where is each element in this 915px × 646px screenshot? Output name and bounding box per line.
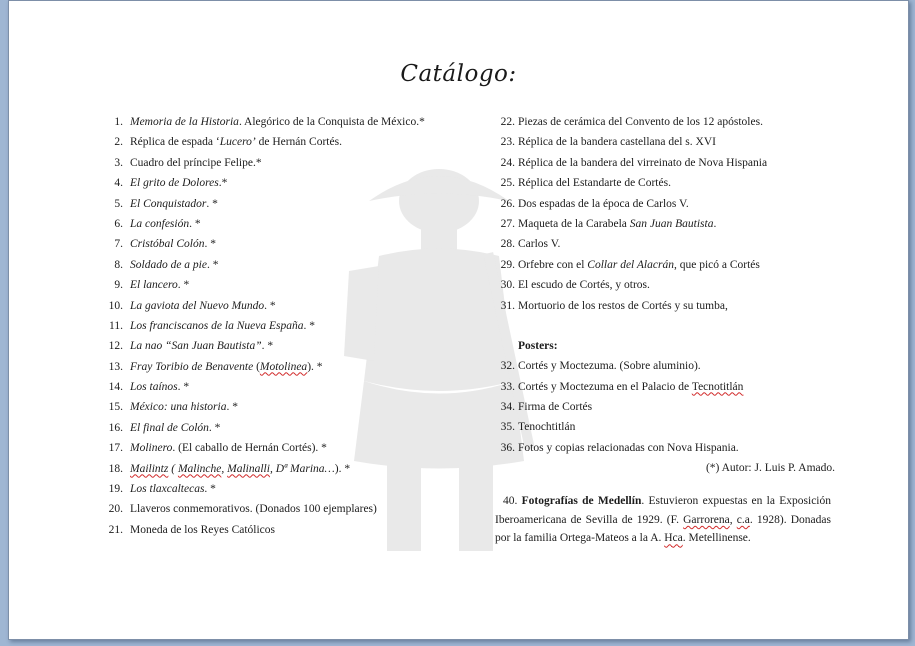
catalog-item [495, 277, 835, 297]
item-number: 34. [500, 401, 515, 414]
item-number: 4. [114, 177, 123, 190]
catalog-item [99, 134, 479, 154]
text-segment: . * [206, 197, 218, 210]
catalog-item [99, 277, 479, 297]
item-text [123, 399, 238, 419]
text-segment: ). * [307, 360, 323, 373]
item-text [515, 155, 767, 175]
text-segment: ). * [334, 462, 351, 475]
catalog-item [99, 196, 479, 216]
text-segment: Fotografías de Medellín [521, 495, 642, 508]
text-segment: de Hernán Cortés. [255, 136, 342, 149]
item-number: 18. [108, 462, 123, 475]
item-text [123, 277, 189, 297]
item-text [515, 175, 671, 195]
text-segment: Firma de Cortés [518, 401, 593, 414]
catalog-item [495, 358, 835, 378]
catalog-item [99, 461, 479, 481]
text-segment: Hca [664, 532, 683, 545]
text-segment: Malinche [177, 462, 222, 475]
item-text [515, 358, 701, 378]
text-segment: . * [204, 483, 216, 496]
item-text [515, 257, 760, 277]
text-segment: Los franciscanos de la Nueva España [130, 319, 304, 332]
text-segment: . Alegórico de la Conquista de México.* [238, 116, 425, 128]
item-text [123, 522, 275, 542]
document-page [8, 0, 909, 640]
poster-list [495, 358, 835, 460]
item-text [515, 114, 763, 134]
text-segment: Los tlaxcaltecas [130, 483, 205, 496]
text-segment: . * [189, 217, 201, 230]
text-segment: . Metellinense. [682, 532, 751, 545]
item-text [515, 196, 689, 216]
item-number: 6. [114, 217, 123, 230]
text-segment: Mailintz [130, 462, 169, 475]
text-segment: , [221, 462, 228, 475]
text-segment: . * [264, 299, 276, 312]
item-number: 19. [108, 483, 123, 496]
text-segment: Dos espadas de la época de Carlos V. [518, 197, 689, 210]
text-segment: Carlos V. [518, 238, 561, 251]
catalog-item [99, 359, 479, 379]
text-segment: México: una historia [130, 401, 227, 414]
catalog-list-right [495, 114, 835, 548]
catalog-item [99, 522, 479, 542]
catalog-item [495, 257, 835, 277]
item-number: 33. [500, 380, 515, 393]
item-text [123, 175, 227, 195]
item-number: 22. [500, 116, 515, 128]
catalog-item [495, 440, 835, 460]
item-text [515, 134, 716, 154]
item-number: 5. [114, 197, 123, 210]
catalog-item [495, 175, 835, 195]
item-number: 25. [500, 177, 515, 190]
text-segment: Piezas de cerámica del Convento de los 12 apóstoles. [518, 116, 763, 128]
item-number: 26. [500, 197, 515, 210]
text-segment: Réplica de la bandera del virreinato de Nova Hispania [518, 156, 768, 169]
catalog-item [99, 440, 479, 460]
text-segment: Moneda de los Reyes Católicos [130, 523, 276, 536]
catalog-item [495, 379, 835, 399]
text-segment: Malinalli [227, 462, 270, 475]
item-number: 17. [108, 442, 123, 455]
item-number: 11. [109, 319, 123, 332]
text-segment: Orfebre con el [518, 258, 588, 271]
item-number: 1. [114, 116, 123, 128]
catalog-item [99, 114, 479, 134]
text-segment: Molinero [130, 442, 173, 455]
item-text [515, 440, 739, 460]
catalog-item [99, 175, 479, 195]
text-segment: c.a [736, 513, 750, 526]
item-text [515, 236, 560, 256]
text-segment: La nao “San Juan Bautista” [130, 340, 262, 353]
item-number: 8. [114, 258, 123, 271]
item-number: 28. [500, 238, 515, 251]
text-segment: La confesión [130, 217, 190, 230]
text-segment: Cuadro del príncipe Felipe.* [130, 156, 262, 169]
item-text [123, 318, 315, 338]
text-segment: ( [168, 462, 178, 475]
item-number: 23. [500, 136, 515, 149]
text-segment: Cortés y Moctezuma. (Sobre aluminio). [518, 360, 701, 373]
catalog-item [495, 399, 835, 419]
text-segment: . * [303, 319, 315, 332]
item-number: 7. [114, 238, 123, 251]
catalog-item [99, 399, 479, 419]
item-text [123, 440, 327, 460]
closing-paragraph [495, 492, 831, 548]
text-segment: El escudo de Cortés, y otros. [518, 279, 650, 292]
catalog-item [495, 134, 835, 154]
text-segment: Cortés y Moctezuma en el Palacio de [518, 380, 692, 393]
text-segment: Réplica de la bandera castellana del s. XVI [518, 136, 716, 149]
item-number: 2. [114, 136, 123, 149]
item-number: 27. [500, 217, 515, 230]
item-text [123, 338, 273, 358]
catalog-item [99, 481, 479, 501]
text-segment: , que picó a Cortés [673, 258, 760, 271]
text-segment: . 1928). Donadas por la familia Ortega-Mateos a la A. [495, 513, 831, 545]
text-segment: . * [177, 279, 190, 292]
text-segment: Réplica del Estandarte de Cortés. [518, 177, 671, 190]
text-segment: San Juan Bautista [629, 217, 714, 230]
item-number: 35. [500, 421, 515, 434]
text-segment: La gaviota del Nuevo Mundo [130, 299, 265, 312]
catalog-item [495, 216, 835, 236]
page-title: Catálogo: [400, 61, 517, 87]
text-segment: Maqueta de la Carabela [518, 217, 630, 230]
item-number: 13. [108, 360, 123, 373]
text-segment: ( [253, 360, 260, 373]
text-segment: Lucero’ [219, 136, 256, 149]
item-number: 12. [108, 340, 123, 353]
item-number: 30. [500, 279, 515, 292]
text-segment: Réplica de espada ‘ [130, 136, 220, 149]
item-text [123, 155, 262, 175]
text-segment: . * [204, 238, 216, 251]
text-segment: Soldado de a pie [130, 258, 207, 271]
item-text [123, 501, 377, 521]
item-number: 16. [108, 421, 123, 434]
text-segment: . * [208, 421, 221, 434]
catalog-item [99, 379, 479, 399]
text-segment: El grito de Dolores [130, 177, 219, 190]
catalog-item [495, 236, 835, 256]
item-number: 9. [114, 279, 123, 292]
text-segment: 40. [503, 495, 522, 508]
item-text [515, 399, 592, 419]
catalog-list-left [99, 114, 479, 542]
catalog-item [99, 338, 479, 358]
text-segment: .* [218, 177, 228, 190]
catalog-item [495, 114, 835, 134]
item-text [123, 114, 425, 134]
catalog-item [99, 501, 479, 521]
item-text [515, 379, 743, 399]
item-text [515, 419, 575, 439]
catalog-item [99, 155, 479, 175]
text-segment: . Estuvieron expuestas en la Exposición Iberoamericana de Sevilla de 1929. (F. [495, 495, 831, 526]
text-segment: . * [261, 340, 274, 353]
text-segment: Mortuorio de los restos de Cortés y su tumba, [518, 299, 728, 312]
text-segment: Memoria de la Historia [130, 116, 239, 128]
catalog-item [495, 196, 835, 216]
text-segment: Los taínos [130, 381, 178, 394]
item-number: 10. [108, 299, 123, 312]
text-segment: . [713, 217, 717, 230]
catalog-item [495, 298, 835, 318]
item-text [123, 298, 276, 318]
catalog-item [99, 236, 479, 256]
item-text [123, 420, 220, 440]
catalog-item [99, 318, 479, 338]
text-segment: . * [226, 401, 238, 414]
item-text [123, 481, 216, 501]
text-segment: . * [206, 258, 219, 271]
text-segment: Tenochtitlán [518, 421, 576, 434]
item-text [515, 277, 650, 297]
item-text [515, 216, 716, 236]
text-segment: . * [177, 381, 190, 394]
text-segment: , [729, 513, 737, 526]
item-text [123, 461, 350, 481]
catalog-item [99, 298, 479, 318]
item-text [123, 216, 201, 236]
item-number: 31. [500, 299, 515, 312]
text-segment: Fotos y copias relacionadas con Nova Hispania. [518, 441, 739, 454]
text-segment: El Conquistador [130, 197, 207, 210]
posters-heading: Posters: [518, 339, 558, 352]
item-number: 24. [500, 156, 515, 169]
catalog-item [495, 419, 835, 439]
item-number: 36. [500, 441, 515, 454]
catalog-item [495, 155, 835, 175]
text-segment: El final de Colón [130, 421, 209, 434]
text-segment: El lancero [130, 279, 178, 292]
text-segment: Llaveros conmemorativos. (Donados 100 ejemplares) [130, 503, 377, 516]
text-segment: Motolinea [259, 360, 308, 373]
item-text [123, 257, 218, 277]
text-segment: Tecnotitlán [691, 380, 744, 393]
item-number: 32. [500, 360, 515, 373]
item-number: 21. [108, 523, 123, 536]
catalog-item [99, 257, 479, 277]
item-text [123, 196, 218, 216]
catalog-item [99, 420, 479, 440]
text-segment: Garrorena [683, 513, 730, 526]
text-segment: Collar del Alacrán [587, 258, 674, 271]
catalog-items-right [495, 114, 835, 318]
item-text [123, 379, 189, 399]
text-segment: Cristóbal Colón [130, 238, 205, 251]
item-text [123, 236, 216, 256]
item-number: 14. [108, 381, 123, 394]
text-segment: . (El caballo de Hernán Cortés). * [172, 442, 327, 455]
catalog-item [99, 216, 479, 236]
text-segment: Fray Toribio de Benavente [130, 360, 254, 373]
item-text [123, 359, 323, 379]
item-number: 20. [108, 503, 123, 516]
item-number: 15. [108, 401, 123, 414]
author-note: (*) Autor: J. Luis P. Amado. [705, 462, 835, 475]
item-text [515, 298, 728, 318]
item-number: 29. [500, 258, 515, 271]
text-segment: , Dª Marina… [269, 462, 335, 475]
item-text [123, 134, 342, 154]
item-number: 3. [114, 156, 123, 169]
